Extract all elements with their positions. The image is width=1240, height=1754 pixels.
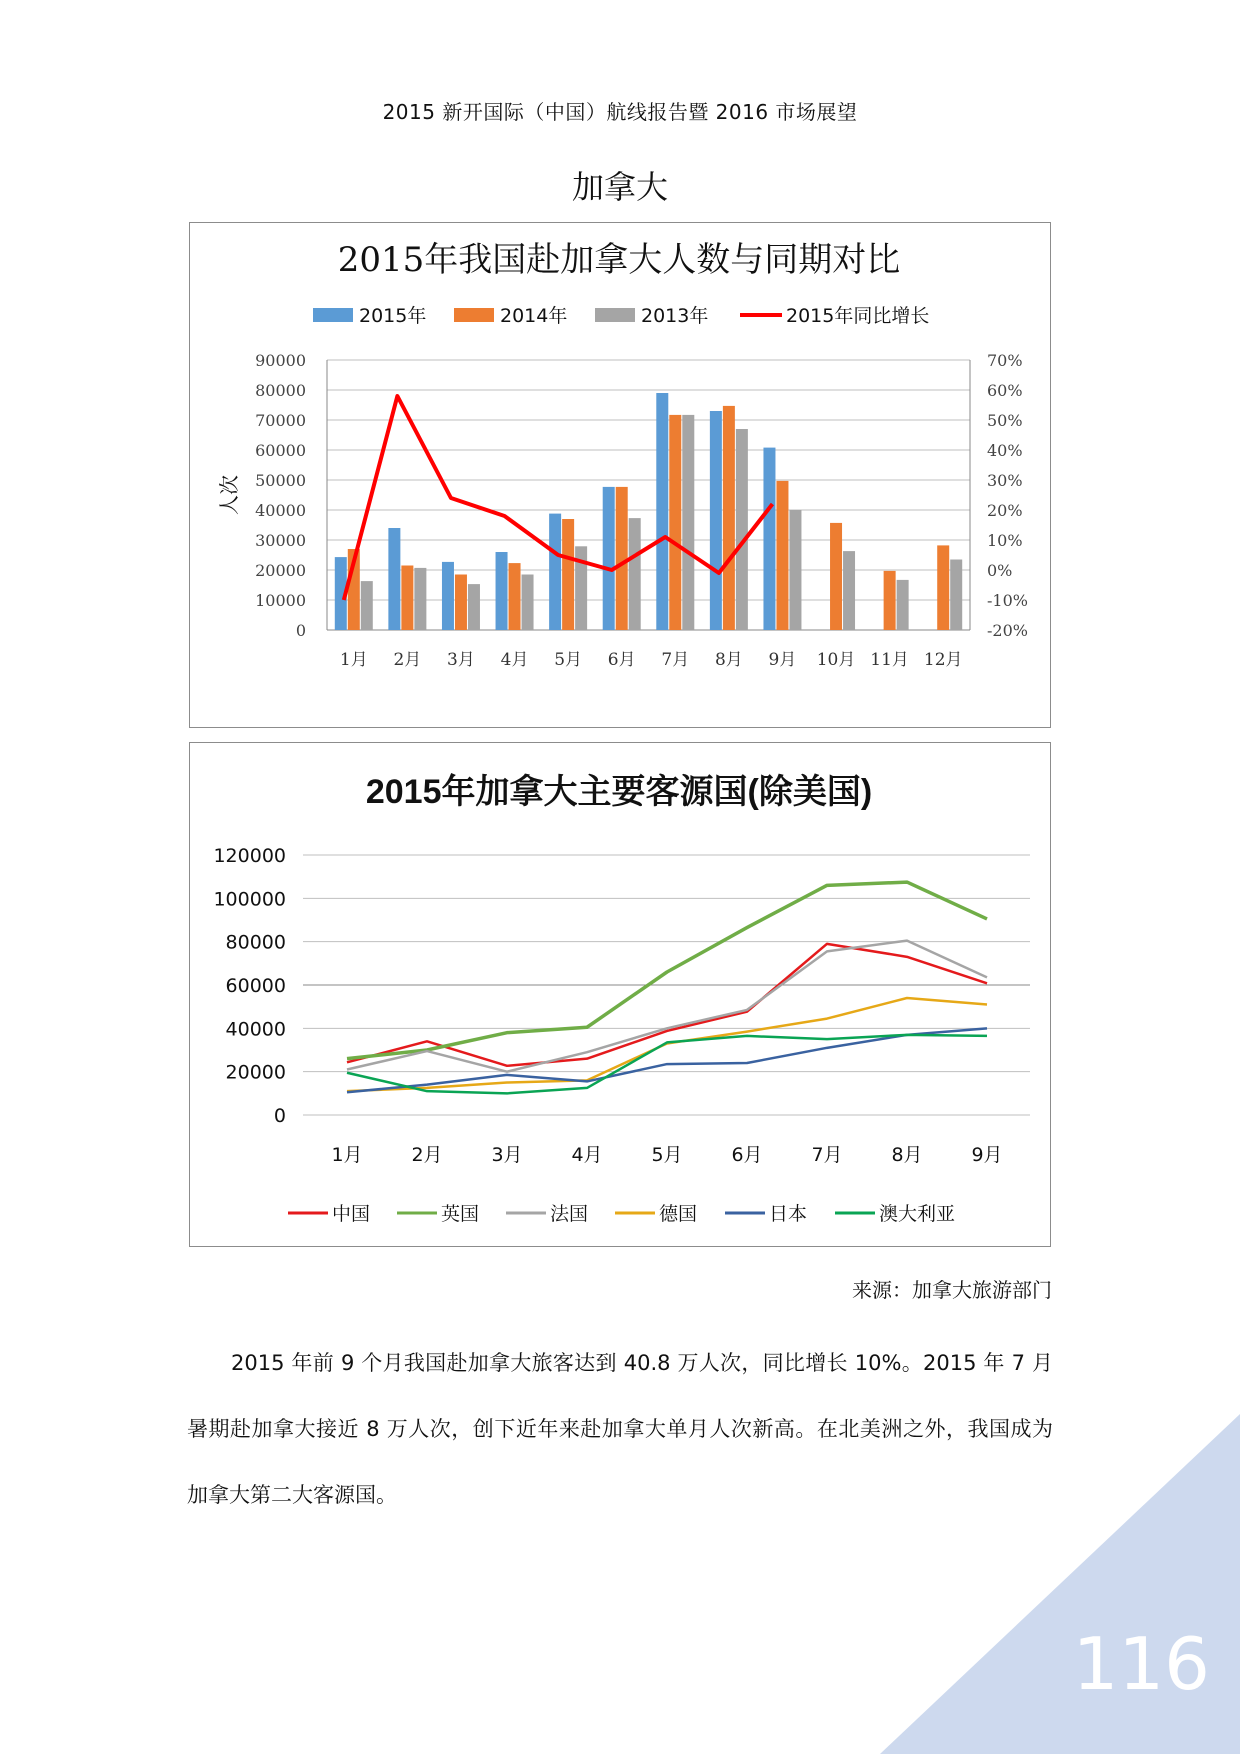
bar-2013 [629, 518, 641, 630]
y2-tick-label: 0% [987, 561, 1013, 580]
bar-2015 [496, 552, 508, 630]
y-tick-label: 30000 [255, 531, 306, 550]
chart-visitors-comparison [189, 222, 1051, 728]
bar-2013 [468, 584, 480, 630]
bar-2014 [723, 406, 735, 630]
body-paragraph: 2015 年前 9 个月我国赴加拿大旅客达到 40.8 万人次，同比增长 10%。2015 年 7 月暑期赴加拿大接近 8 万人次，创下近年来赴加拿大单月人次新高。在北美洲之外，我国成为加拿大第二大客源国。 [187, 1351, 1053, 1507]
y-tick-label: 10000 [255, 591, 306, 610]
x-tick-label: 9月 [971, 1144, 1003, 1166]
y2-tick-label: -20% [987, 621, 1028, 640]
x-tick-label: 7月 [661, 650, 690, 670]
y2-tick-label: 20% [987, 501, 1023, 520]
bar-2013 [789, 510, 801, 630]
legend-label: 2015年 [359, 305, 427, 327]
x-tick-label: 11月 [870, 650, 909, 670]
x-tick-label: 8月 [714, 650, 743, 670]
y-tick-label: 40000 [255, 501, 306, 520]
y-tick-label: 0 [273, 1105, 286, 1127]
legend-label: 中国 [332, 1203, 371, 1225]
x-tick-label: 6月 [731, 1144, 763, 1166]
y-tick-label: 40000 [225, 1018, 286, 1041]
bar-2015 [710, 411, 722, 630]
bar-2013 [414, 568, 426, 630]
legend-label: 英国 [441, 1203, 480, 1225]
line-france [347, 941, 987, 1072]
x-tick-label: 5月 [554, 650, 583, 670]
bar-2014 [937, 545, 949, 630]
x-tick-label: 2月 [393, 650, 422, 670]
bar-2013 [843, 551, 855, 630]
bar-2015 [442, 562, 454, 630]
x-tick-label: 7月 [811, 1144, 843, 1166]
chart-title: 2015年我国赴加拿大人数与同期对比 [337, 240, 901, 280]
y-tick-label: 70000 [255, 411, 306, 430]
y2-tick-label: 30% [987, 471, 1023, 490]
y-axis-label: 人次 [217, 475, 241, 515]
y-tick-label: 80000 [225, 931, 286, 954]
y-tick-label: 90000 [255, 351, 306, 370]
y2-tick-label: 60% [987, 381, 1023, 400]
legend-label: 法国 [550, 1203, 589, 1225]
running-header: 2015 新开国际（中国）航线报告暨 2016 市场展望 [382, 100, 858, 124]
page-number: 116 [1072, 1622, 1210, 1706]
y-tick-label: 50000 [255, 471, 306, 490]
y2-tick-label: 70% [987, 351, 1023, 370]
bar-2015 [388, 528, 400, 630]
x-tick-label: 10月 [816, 650, 856, 670]
y-tick-label: 100000 [213, 888, 286, 911]
y-tick-label: 20000 [225, 1061, 286, 1084]
x-tick-label: 1月 [331, 1144, 363, 1166]
bar-2013 [897, 580, 909, 630]
legend-label: 日本 [769, 1203, 808, 1225]
x-tick-label: 6月 [607, 650, 636, 670]
chart-source-markets [189, 742, 1051, 1247]
bar-2014 [401, 566, 413, 631]
bar-2013 [950, 560, 962, 631]
legend-label: 2013年 [641, 305, 709, 327]
bar-2013 [682, 415, 694, 630]
y2-tick-label: 10% [987, 531, 1023, 550]
x-tick-label: 1月 [339, 650, 368, 670]
legend-swatch [454, 308, 494, 322]
source-note: 来源：加拿大旅游部门 [852, 1278, 1052, 1302]
y-tick-label: 0 [295, 621, 306, 640]
y2-tick-label: 40% [987, 441, 1023, 460]
y-tick-label: 60000 [255, 441, 306, 460]
x-tick-label: 5月 [651, 1144, 683, 1166]
x-tick-label: 3月 [447, 650, 475, 670]
bar-2014 [616, 487, 628, 630]
x-tick-label: 8月 [891, 1144, 923, 1166]
legend-label: 澳大利亚 [879, 1203, 956, 1225]
y2-tick-label: -10% [987, 591, 1028, 610]
y-tick-label: 80000 [255, 381, 306, 400]
y-tick-label: 20000 [255, 561, 306, 580]
legend-swatch [313, 308, 353, 322]
bar-2014 [509, 563, 521, 630]
x-tick-label: 9月 [768, 650, 797, 670]
x-tick-label: 12月 [923, 650, 963, 670]
y-tick-label: 120000 [213, 845, 286, 867]
y-tick-label: 60000 [225, 975, 286, 997]
bar-2015 [549, 514, 561, 630]
section-title: 加拿大 [571, 168, 668, 206]
x-tick-label: 4月 [571, 1144, 603, 1166]
legend-label: 德国 [659, 1203, 698, 1225]
bar-2013 [522, 575, 534, 631]
bar-2015 [603, 487, 615, 630]
line-japan [347, 1028, 987, 1092]
line-germany [347, 998, 987, 1091]
chart-title: 2015年加拿大主要客源国(除美国) [365, 773, 873, 811]
bar-2015 [763, 448, 775, 630]
bar-2014 [669, 415, 681, 630]
y2-tick-label: 50% [987, 411, 1023, 430]
bar-2013 [361, 581, 373, 630]
x-tick-label: 2月 [411, 1144, 443, 1166]
bar-2014 [830, 523, 842, 630]
bar-2014 [562, 519, 574, 630]
legend-swatch [595, 308, 635, 322]
legend-label: 2014年 [500, 305, 568, 327]
chart-visitors-comparison-svg [190, 223, 1049, 726]
bar-2014 [884, 571, 896, 630]
bar-2014 [455, 575, 467, 631]
bar-2015 [656, 393, 668, 630]
bar-2014 [776, 481, 788, 630]
bar-2013 [736, 429, 748, 630]
legend-label: 2015年同比增长 [786, 305, 930, 327]
x-tick-label: 4月 [500, 650, 529, 670]
x-tick-label: 3月 [491, 1144, 523, 1166]
chart-source-markets-svg [190, 743, 1049, 1245]
